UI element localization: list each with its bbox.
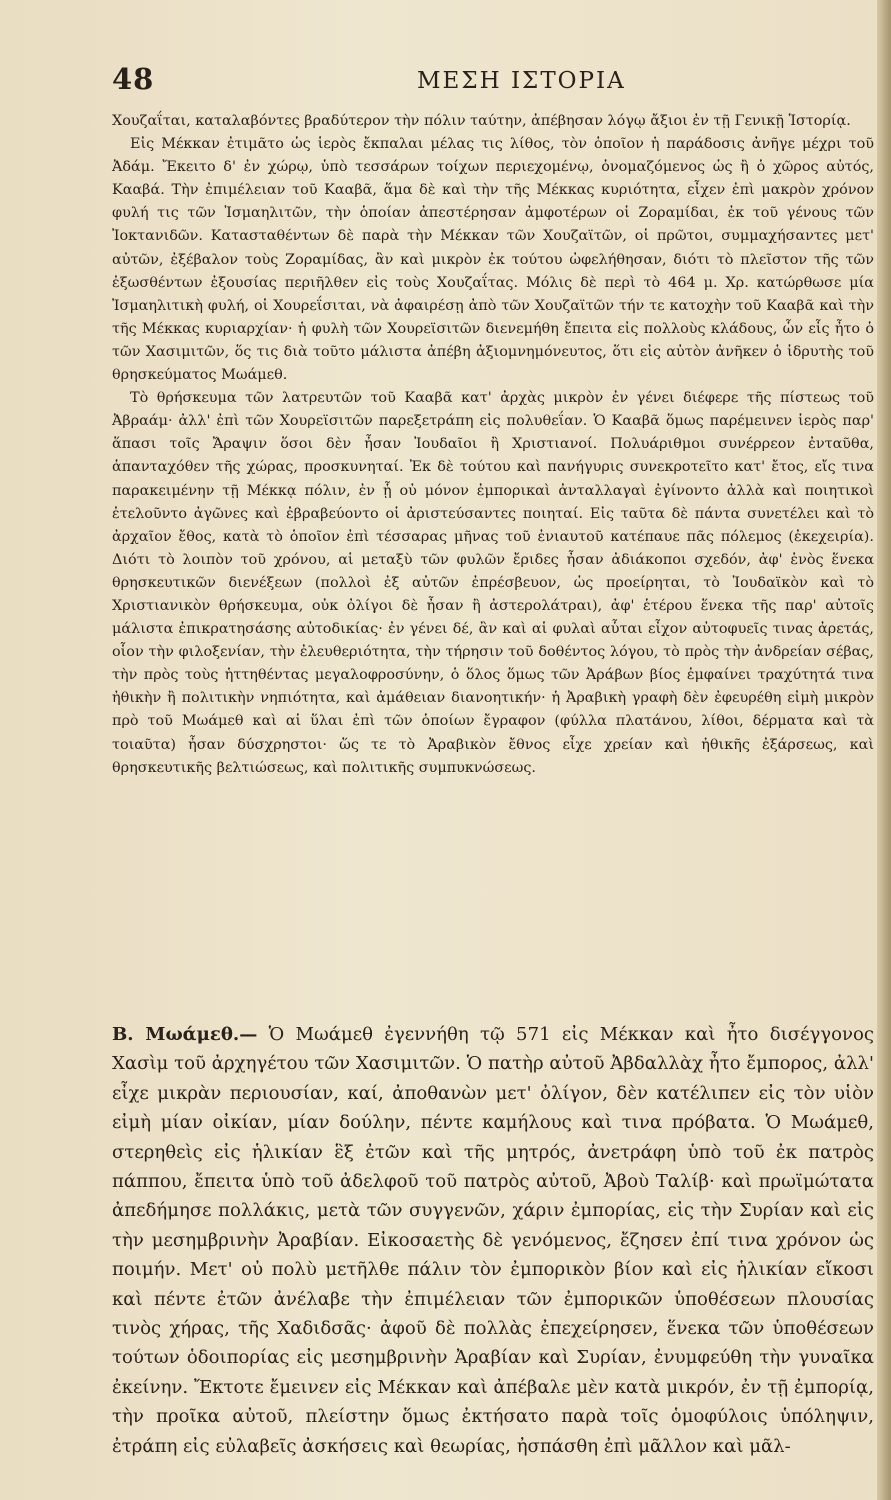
page-header — [112, 62, 872, 102]
paragraph-3: Τὸ θρήσκευμα τῶν λατρευτῶν τοῦ Κααβᾶ κατ' ἀρχὰς μικρὸν ἐν γένει διέφερε τῆς πίστεως τοῦ Ἀβραάμ· ἀλλ' ἐπὶ τῶν Χουρεϊσιτῶν παρεξετράπη εἰς πολυθεΐαν. Ὁ Κααβᾶ ὅμως παρέμεινεν ἱερὸς παρ' ἅπασι τοῖς Ἄραψιν ὅσοι δὲν ἦσαν Ἰουδαῖοι ἢ Χριστιανοί. Πολυάριθμοι συνέρρεον ἐνταῦθα, ἁπανταχόθεν τῆς χώρας, προσκυνηταί. Ἐκ δὲ τούτου καὶ πανήγυρις συνεκροτεῖτο κατ' ἔτος, εἴς τινα παρακειμένην τῇ Μέκκᾳ πόλιν, ἐν ᾗ οὐ μόνον ἐμπορικαὶ ἀνταλλαγαὶ ἐγίνοντο ἀλλὰ καὶ ποιητικοὶ ἐτελοῦντο ἀγῶνες καὶ ἐβραβεύοντο οἱ ἀριστεύσαντες ποιηταί. Εἰς ταῦτα δὲ πάντα συνετέλει καὶ τὸ ἀρχαῖον ἔθος, κατὰ τὸ ὁποῖον ἐπὶ τέσσαρας μῆνας τοῦ ἐνιαυτοῦ κατέπαυε πᾶς πόλεμος (ἐκεχειρία). Διότι τὸ λοιπὸν τοῦ χρόνου, αἱ μεταξὺ τῶν φυλῶν ἔριδες ἦσαν ἀδιάκοποι σχεδόν, ἀφ' ἑνὸς ἕνεκα θρησκευτικῶν διενέξεων (πολλοὶ ἐξ αὐτῶν ἐπρέσβευον, ὡς προείρηται, τὸ Ἰουδαϊκὸν καὶ τὸ Χριστιανικὸν θρήσκευμα, οὐκ ὀλίγοι δὲ ἦσαν ἢ ἀστερολάτραι), ἀφ' ἑτέρου ἕνεκα τῆς παρ' αὐτοῖς μάλιστα ἐπικρατησάσης αὐτοδικίας· ἐν γένει δέ, ἂν καὶ αἱ φυλαὶ αὗται εἶχον αὐτοφυεῖς τινας ἀρετάς, οἷον τὴν φιλοξενίαν, τὴν ἐλευθεριότητα, τὴν τήρησιν τοῦ δοθέντος λόγου, τὸ πρὸς τὴν ἀνδρείαν σέβας, τὴν πρὸς τοὺς ἡττηθέντας μεγαλοφροσύνην, ὁ ὅλος ὅμως τῶν Ἀράβων βίος ἐμφαίνει τραχύτητά τινα ἠθικὴν ἢ πολιτικὴν νηπιότητα, καὶ ἀμάθειαν διανοητικήν· ἡ Ἀραβικὴ γραφὴ δὲν ἐφευρέθη εἰμὴ μικρὸν πρὸ τοῦ Μωάμεθ καὶ αἱ ὕλαι ἐπὶ τῶν ὁποίων ἔγραφον (φύλλα πλατάνου, λίθοι, δέρματα καὶ τὰ τοιαῦτα) ἦσαν δύσχρηστοι· ὥς τε τὸ Ἀραβικὸν ἔθνος εἶχε χρείαν καὶ ἠθικῆς ἐξάρσεως, καὶ θρησκευτικῆς βελτιώσεως, καὶ πολιτικῆς συμπυκνώσεως. — [112, 390, 874, 776]
page-edge — [877, 0, 891, 1500]
section-b — [112, 1020, 874, 1461]
section-b-paragraph — [112, 1020, 874, 1461]
section-heading: Β. Μωάμεθ.— — [112, 1024, 258, 1045]
paragraph-1: Χουζαΐται, καταλαβόντες βραδύτερον τὴν πόλιν ταύτην, ἀπέβησαν λόγῳ ἄξιοι ἐν τῇ Γενικῇ Ἱστορίᾳ. — [112, 113, 851, 129]
running-title: ΜΕΣΗ ΙΣΤΟΡΙΑ — [417, 68, 626, 94]
paragraph-2: Εἰς Μέκκαν ἐτιμᾶτο ὡς ἱερὸς ἔκπαλαι μέλας τις λίθος, τὸν ὁποῖον ἡ παράδοσις ἀνῆγε μέχρι τοῦ Ἀδάμ. Ἔκειτο δ' ἐν χώρῳ, ὑπὸ τεσσάρων τοίχων περιεχομένῳ, ὀνομαζόμενος ὡς ἢ ὁ χῶρος αὐτός, Κααβά. Τὴν ἐπιμέλειαν τοῦ Κααβᾶ, ἅμα δὲ καὶ τὴν τῆς Μέκκας κυριότητα, εἶχεν ἐπὶ μακρὸν χρόνον φυλή τις τῶν Ἰσμαηλιτῶν, τὴν ὁποίαν ἀπεστέρησαν ἀμφοτέρων οἱ Ζοραμίδαι, ἐκ τοῦ γένους τῶν Ἰοκτανιδῶν. Κατασταθέντων δὲ παρὰ τὴν Μέκκαν τῶν Χουζαϊτῶν, οἱ πρῶτοι, συμμαχήσαντες μετ' αὐτῶν, ἐξέβαλον τοὺς Ζοραμίδας, ἂν καὶ μικρὸν ἐκ τούτου ὠφελήθησαν, διότι τὸ πλεῖστον τῆς τῶν ἐξωσθέντων ἐξουσίας περιῆλθεν εἰς τοὺς Χουζαΐτας. Μόλις δὲ περὶ τὸ 464 μ. Χρ. κατώρθωσε μία Ἰσμαηλιτικὴ φυλή, οἱ Χουρεΐσιται, νὰ ἀφαιρέσῃ ἀπὸ τῶν Χουζαϊτῶν τήν τε κατοχὴν τοῦ Κααβᾶ καὶ τὴν τῆς Μέκκας κυριαρχίαν· ἡ φυλὴ τῶν Χουρεϊσιτῶν διενεμήθη ἔπειτα εἰς πολλοὺς κλάδους, ὧν εἷς ἦτο ὁ τῶν Χασιμιτῶν, ὅς τις διὰ τοῦτο μάλιστα ἀπέβη ἀξιομνημόνευτος, ὅτι εἰς αὐτὸν ἀνῆκεν ὁ ἱδρυτὴς τοῦ θρησκεύματος Μωάμεθ. — [112, 136, 874, 384]
page-number: 48 — [112, 62, 155, 96]
body-text — [112, 110, 874, 780]
section-b-text: Ὁ Μωάμεθ ἐγεννήθη τῷ 571 εἰς Μέκκαν καὶ ἦτο δισέγγονος Χασὶμ τοῦ ἀρχηγέτου τῶν Χασιμιτῶν. Ὁ πατὴρ αὐτοῦ Ἀβδαλλὰχ ἦτο ἔμπορος, ἀλλ' εἶχε μικρὰν περιουσίαν, καί, ἀποθανὼν μετ' ὀλίγον, δὲν κατέλιπεν εἰς τὸν υἱὸν εἰμὴ μίαν οἰκίαν, μίαν δούλην, πέντε καμήλους καὶ τινα πρόβατα. Ὁ Μωάμεθ, στερηθεὶς εἰς ἡλικίαν ἓξ ἐτῶν καὶ τῆς μητρός, ἀνετράφη ὑπὸ τοῦ ἐκ πατρὸς πάππου, ἔπειτα ὑπὸ τοῦ ἀδελφοῦ τοῦ πατρὸς αὐτοῦ, Ἀβοὺ Ταλίβ· καὶ πρωϊμώτατα ἀπεδήμησε πολλάκις, μετὰ τῶν συγγενῶν, χάριν ἐμπορίας, εἰς τὴν Συρίαν καὶ εἰς τὴν μεσημβρινὴν Ἀραβίαν. Εἰκοσαετὴς δὲ γενόμενος, ἔζησεν ἐπί τινα χρόνον ὡς ποιμήν. Μετ' οὐ πολὺ μετῆλθε πάλιν τὸν ἐμπορικὸν βίον καὶ εἰς ἡλικίαν εἴκοσι καὶ πέντε ἐτῶν ἀνέλαβε τὴν ἐπιμέλειαν τῶν ἐμπορικῶν ὑποθέσεων πλουσίας τινὸς χήρας, τῆς Χαδιδσᾶς· ἀφοῦ δὲ πολλὰς ἐπεχείρησεν, ἕνεκα τῶν ὑποθέσεων τούτων ὁδοιπορίας εἰς μεσημβρινὴν Ἀραβίαν καὶ Συρίαν, ἐνυμφεύθη τὴν γυναῖκα ἐκείνην. Ἔκτοτε ἔμεινεν εἰς Μέκκαν καὶ ἀπέβαλε μὲν κατὰ μικρόν, ἐν τῇ ἐμπορίᾳ, τὴν προῖκα αὐτοῦ, πλείστην ὅμως ἐκτήσατο παρὰ τοῖς ὁμοφύλοις ὑπόληψιν, ἐτράπη εἰς εὐλαβεῖς ἀσκήσεις καὶ θεωρίας, ἠσπάσθη ἐπὶ μᾶλλον καὶ μᾶλ- — [112, 1024, 874, 1457]
